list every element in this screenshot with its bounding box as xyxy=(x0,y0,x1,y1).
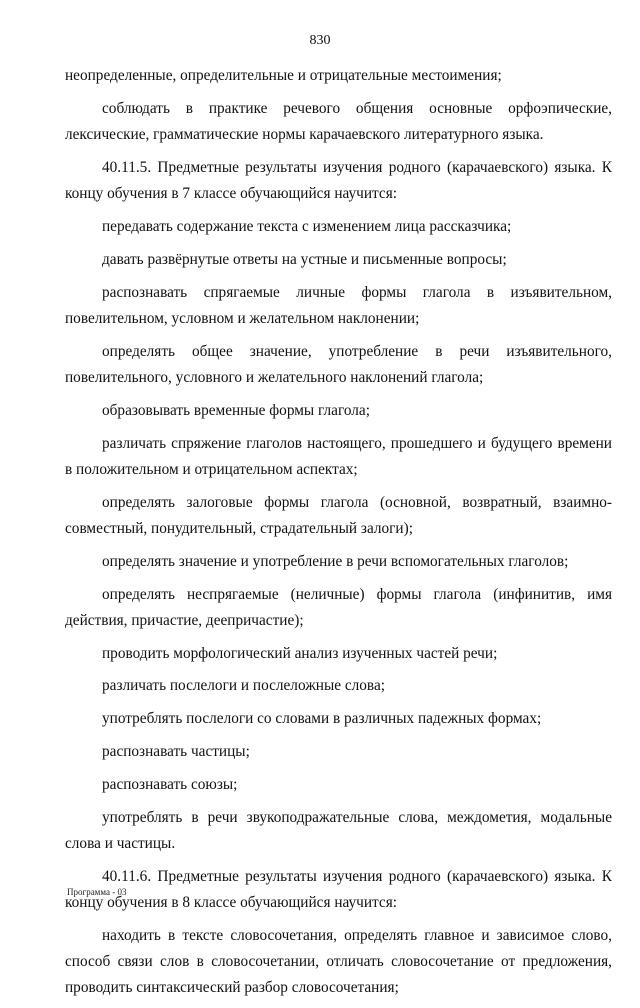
list-item: находить в тексте словосочетания, определять главное и зависимое слово, способ связи слов в словосочетании, отличать словосочетание от предложения, проводить синтаксический разбор словосочетания; xyxy=(65,926,612,997)
document-body xyxy=(65,63,612,1008)
list-item: определять неспрягаемые (неличные) формы глагола (инфинитив, имя действия, причастие, деепричастие); xyxy=(65,585,612,629)
paragraph-pronouns: неопределенные, определительные и отрицательные местоимения; xyxy=(65,67,502,84)
list-item: определять значение и употребление в речи вспомогательных глаголов; xyxy=(102,552,569,570)
page-number: 830 xyxy=(309,33,331,48)
list-item: распознавать союзы; xyxy=(102,775,238,793)
page-footer: Программа - 03 xyxy=(67,887,127,897)
list-item: различать спряжение глаголов настоящего, прошедшего и будущего времени в положительном и отрицательном аспектах; xyxy=(65,434,612,478)
list-item: давать развёрнутые ответы на устные и письменные вопросы; xyxy=(102,250,507,268)
list-item: определять общее значение, употребление в речи изъявительного, повелительного, условного и желательного наклонений глагола; xyxy=(65,342,612,386)
section-heading-40-11-6: 40.11.6. Предметные результаты изучения родного (карачаевского) языка. К концу обучения в 8 классе обучающийся научится: xyxy=(65,867,612,912)
list-item: передавать содержание текста с изменением лица рассказчика; xyxy=(102,217,512,235)
paragraph-norms: соблюдать в практике речевого общения основные орфоэпические, лексические, грамматические нормы карачаевского литературного языка. xyxy=(65,99,612,144)
list-item: определять залоговые формы глагола (основной, возвратный, взаимно-совместный, понудительный, страдательный залоги); xyxy=(65,493,612,537)
list-item: распознавать спрягаемые личные формы глагола в изъявительном, повелительном, условном и желательном наклонении; xyxy=(65,283,612,327)
list-item: употреблять послелоги со словами в различных падежных формах; xyxy=(102,710,542,728)
list-item: распознавать частицы; xyxy=(102,743,250,761)
list-item: образовывать временные формы глагола; xyxy=(102,401,370,419)
list-item: различать послелоги и послеложные слова; xyxy=(102,677,385,695)
list-item: проводить морфологический анализ изученных частей речи; xyxy=(102,644,498,662)
list-item: употреблять в речи звукоподражательные слова, междометия, модальные слова и частицы. xyxy=(65,808,612,852)
section-heading-40-11-5: 40.11.5. Предметные результаты изучения родного (карачаевского) языка. К концу обучения в 7 классе обучающийся научится: xyxy=(65,158,612,203)
